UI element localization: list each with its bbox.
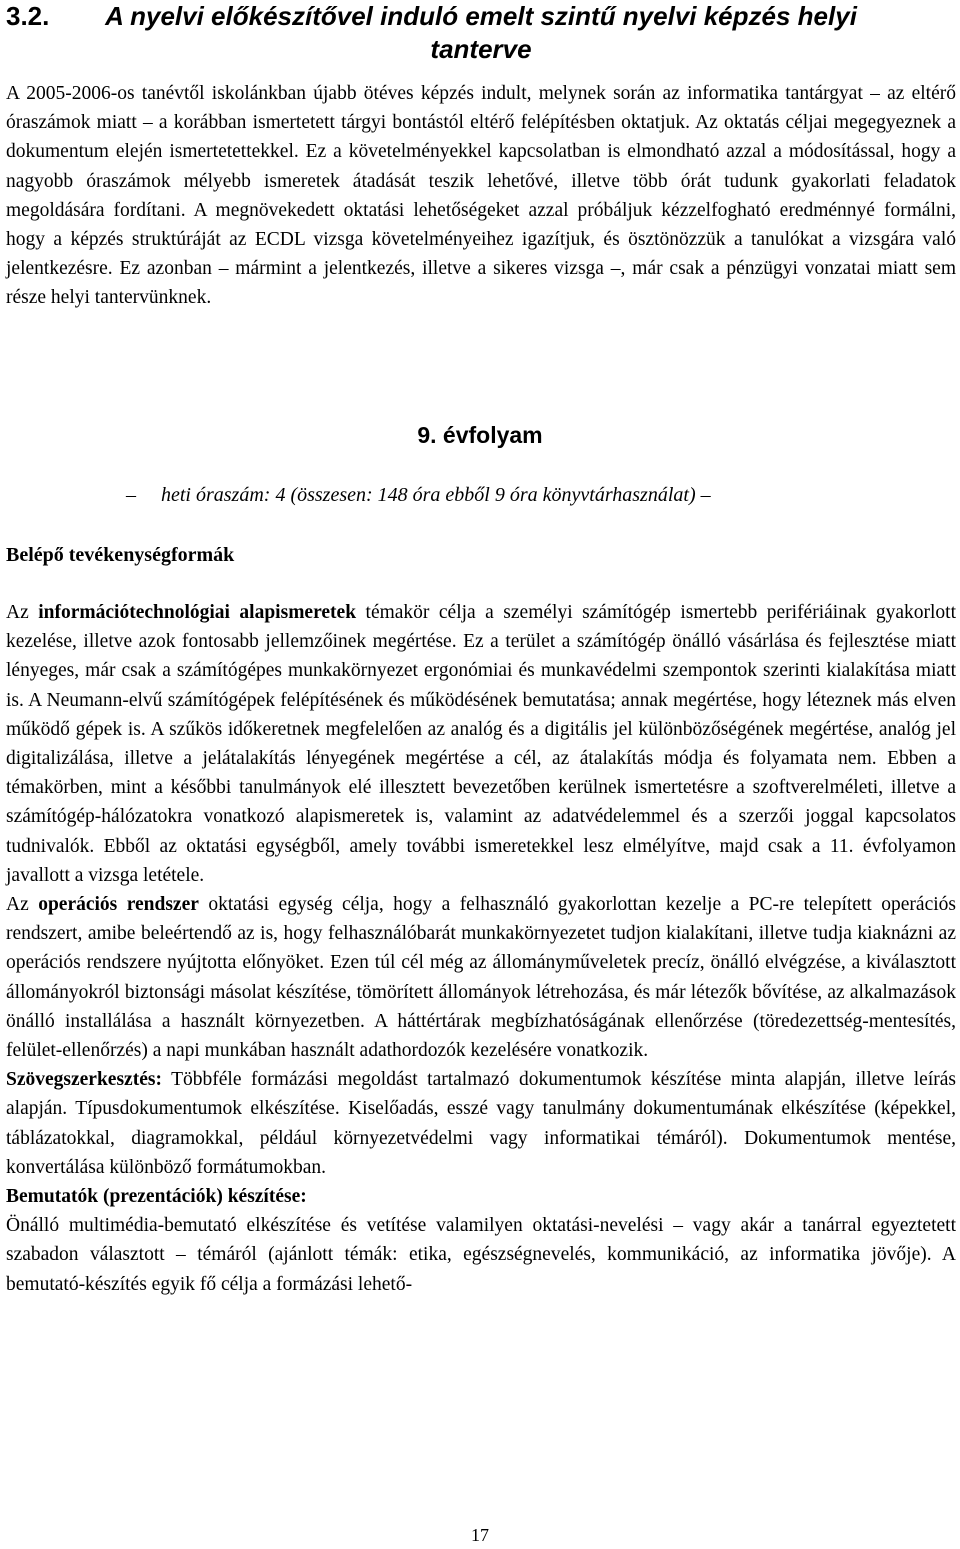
os-pre: Az xyxy=(6,894,39,916)
paragraph-it-basics xyxy=(6,598,956,890)
section-title-line-2: tanterve xyxy=(430,34,532,64)
os-term: operációs rendszer xyxy=(38,894,199,916)
presentation-term: Bemutatók (prezentációk) készítése: xyxy=(6,1186,307,1208)
hours-text: heti óraszám: 4 (összesen: 148 óra ebből 9 óra könyvtárhasználat) xyxy=(161,484,696,506)
section-title-line-1: A nyelvi előkészítővel induló emelt szintű nyelvi képzés helyi xyxy=(105,1,857,31)
hours-dash-left: – xyxy=(126,484,136,506)
it-pre: Az xyxy=(6,602,39,623)
entry-activities-label: Belépő tevékenységformák xyxy=(6,544,235,566)
page-number: 17 xyxy=(471,1525,489,1545)
intro-paragraph: A 2005-2006-os tanévtől iskolánkban újabb ötéves képzés indult, melynek során az informatika tantárgyat – az eltérő óraszámok miatt – a korábban ismertetett tárgyi bontástól eltérő felépítésben oktatjuk. Az oktatás céljai megegyeznek a dokumentum elején ismertetettekkel. Ez a követelményekkel kapcsolatban is elmondható azzal a módosítással, hogy a nagyobb óraszámok mélyebb ismeretek átadását teszik lehetővé, illetve több órát tudunk gyakorlati feladatok megoldására fordítani. A megnövekedett oktatási lehetőségeket azzal próbáljuk kézzelfogható eredménnyé formálni, hogy a képzés struktúráját az ECDL vizsga követelményeihez igazítjuk, és ösztönözzük a tanulókat a vizsgára való jelentkezésre. Ez azonban – mármint a jelentkezés, illetve a sikeres vizsga –, már csak a pénzügyi vonzatai miatt sem része helyi tantervünknek. xyxy=(6,83,956,309)
weekly-hours-line xyxy=(126,480,886,510)
paragraph-word-processing xyxy=(6,1065,956,1182)
word-post: Többféle formázási megoldást tartalmazó dokumentumok készítése minta alapján, illetve leírás alapján. Típusdokumentumok elkészítése. Kiselőadás, esszé vagy tanulmány dokumentumának elkészítése (képekkel, táblázatokkal, diagramokkal, például környezetvédelmi vagy informatikai témáról). Dokumentumok mentése, konvertálása különböző formátumokban. xyxy=(6,1069,956,1178)
presentation-label-line xyxy=(6,1182,956,1211)
it-post: témakör célja a személyi számítógép ismertebb perifériáinak gyakorlott kezelése, illetve azok fontosabb jellemzőinek megértése. Ez a terület a számítógép önálló vásárlása és fejlesztése miatt lényeges, már csak a számítógépes munkakörnyezet ergonómiai és munkavédelmi szempontok szerinti kialakítása miatt is. A Neumann-elvű számítógépek felépítésének és működésének bemutatása; annak megértése, hogy léteznek más elven működő gépek is. A szűkös időkeretnek megfelelően az analóg és a digitális jel különbözőségének megértése, analóg jel digitalizálása, illetve a jelátalakítás lényegének megértése a cél, az átalakítás módja és folyamata nem. Ebben a témakörben, mint a későbbi tanulmányok elé illesztett bevezetőben kerülnek ismertetésre a szoftverelméleti, illetve a számítógép-hálózatokra vonatkozó alapismeretek is, valamint az adatvédelemmel és a szerzői joggal kapcsolatos tudnivalók. Ebből az oktatási egységből, amely további ismeretekkel lesz elmélyítve, majd csak a 11. évfolyamon javallott a vizsga letétele. xyxy=(6,602,956,886)
main-content xyxy=(6,598,956,1299)
paragraph-operating-system xyxy=(6,890,956,1065)
it-basics-term: információtechnológiai alapismeretek xyxy=(38,602,357,623)
paragraph-presentations: Önálló multimédia-bemutató elkészítése és vetítése valamilyen oktatási-nevelési – vagy akár a tanárral egyeztetett szabadon választott – témáról (ajánlott témák: etika, egészségnevelés, kommunikáció, az informatika jövője). A bemutató-készítés egyik fő célja a formázási lehető- xyxy=(6,1215,956,1295)
hours-dash-right: – xyxy=(700,484,711,506)
grade-title: 9. évfolyam xyxy=(417,422,543,448)
os-post: oktatási egység célja, hogy a felhasználó gyakorlottan kezelje a PC-re telepített operációs rendszert, amibe beleértendő az is, hogy felhasználóbarát munkakörnyezetet tudjon kialakítani, illetve tudja kiaknázni az operációs rendszere nyújtotta előnyöket. Ezen túl cél még az állományműveletek precíz, önálló elvégzése, a kiválasztott állományokról biztonsági másolat készítése, tömörített állományok létrehozása, és már létezők bővítése, az alkalmazások önálló installálása a használt környezetben. A háttértárak megbízhatóságának ellenőrzése (töredezettség-mentesítés, felület-ellenőrzés) a napi munkában használt adathordozók kezelésére vonatkozik. xyxy=(6,894,956,1062)
section-number: 3.2. xyxy=(6,1,50,31)
section-heading xyxy=(6,0,956,66)
word-processing-term: Szövegszerkesztés: xyxy=(6,1069,162,1091)
